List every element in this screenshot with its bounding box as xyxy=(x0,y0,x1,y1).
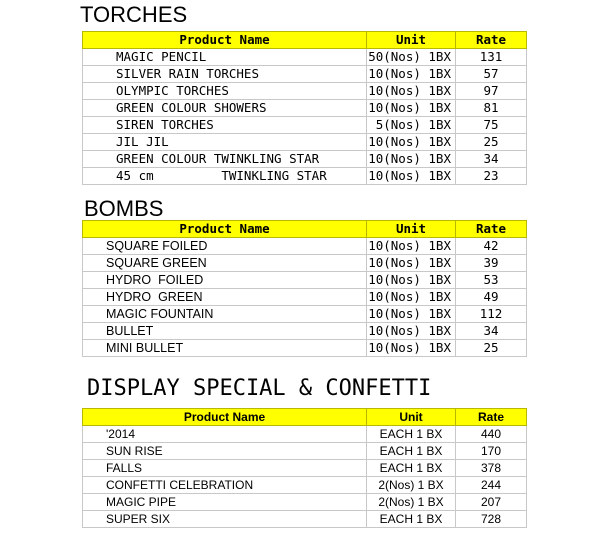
section-title-torches: TORCHES xyxy=(80,2,188,27)
header-unit: Unit xyxy=(367,409,456,426)
table-row xyxy=(83,100,527,117)
header-product-name: Product Name xyxy=(83,32,367,49)
table-row xyxy=(83,511,527,528)
rate-cell: 57 xyxy=(456,66,527,83)
product-name-cell: HYDRO FOILED xyxy=(83,272,367,289)
table-row xyxy=(83,460,527,477)
table-row xyxy=(83,289,527,306)
table-row xyxy=(83,494,527,511)
rate-cell: 440 xyxy=(456,426,527,443)
rate-cell: 25 xyxy=(456,134,527,151)
unit-cell: 10(Nos) 1BX xyxy=(367,323,456,340)
product-name-cell: GREEN COLOUR SHOWERS xyxy=(83,100,367,117)
rate-cell: 97 xyxy=(456,83,527,100)
product-name-cell: 45 cm TWINKLING STAR xyxy=(83,168,367,185)
table-row xyxy=(83,477,527,494)
rate-cell: 170 xyxy=(456,443,527,460)
product-name-cell: CONFETTI CELEBRATION xyxy=(83,477,367,494)
product-name-cell: MAGIC FOUNTAIN xyxy=(83,306,367,323)
torches-table xyxy=(82,31,527,185)
rate-cell: 207 xyxy=(456,494,527,511)
product-name-cell: HYDRO GREEN xyxy=(83,289,367,306)
product-name-cell: GREEN COLOUR TWINKLING STAR xyxy=(83,151,367,168)
rate-cell: 112 xyxy=(456,306,527,323)
rate-cell: 49 xyxy=(456,289,527,306)
table-row xyxy=(83,168,527,185)
table-row xyxy=(83,255,527,272)
rate-cell: 39 xyxy=(456,255,527,272)
unit-cell: 2(Nos) 1 BX xyxy=(367,494,456,511)
unit-cell: EACH 1 BX xyxy=(367,443,456,460)
rate-cell: 25 xyxy=(456,340,527,357)
unit-cell: 10(Nos) 1BX xyxy=(367,151,456,168)
unit-cell: 5(Nos) 1BX xyxy=(367,117,456,134)
rate-cell: 378 xyxy=(456,460,527,477)
header-product-name: Product Name xyxy=(83,409,367,426)
unit-cell: EACH 1 BX xyxy=(367,426,456,443)
rate-cell: 34 xyxy=(456,151,527,168)
product-name-cell: BULLET xyxy=(83,323,367,340)
rate-cell: 75 xyxy=(456,117,527,134)
unit-cell: 50(Nos) 1BX xyxy=(367,49,456,66)
table-row xyxy=(83,443,527,460)
header-rate: Rate xyxy=(456,221,527,238)
unit-cell: 10(Nos) 1BX xyxy=(367,100,456,117)
unit-cell: EACH 1 BX xyxy=(367,511,456,528)
product-name-cell: '2014 xyxy=(83,426,367,443)
product-name-cell: SILVER RAIN TORCHES xyxy=(83,66,367,83)
product-name-cell: FALLS xyxy=(83,460,367,477)
header-rate: Rate xyxy=(456,32,527,49)
product-name-cell: SUN RISE xyxy=(83,443,367,460)
product-name-cell: SQUARE FOILED xyxy=(83,238,367,255)
bombs-table xyxy=(82,220,527,357)
product-name-cell: MINI BULLET xyxy=(83,340,367,357)
unit-cell: EACH 1 BX xyxy=(367,460,456,477)
rate-cell: 81 xyxy=(456,100,527,117)
unit-cell: 10(Nos) 1BX xyxy=(367,272,456,289)
table-row xyxy=(83,340,527,357)
unit-cell: 10(Nos) 1BX xyxy=(367,289,456,306)
unit-cell: 10(Nos) 1BX xyxy=(367,340,456,357)
table-row xyxy=(83,306,527,323)
product-name-cell: JIL JIL xyxy=(83,134,367,151)
table-row xyxy=(83,66,527,83)
unit-cell: 10(Nos) 1BX xyxy=(367,83,456,100)
rate-cell: 728 xyxy=(456,511,527,528)
header-unit: Unit xyxy=(367,32,456,49)
table-row xyxy=(83,49,527,66)
table-row xyxy=(83,323,527,340)
product-name-cell: MAGIC PIPE xyxy=(83,494,367,511)
table-row xyxy=(83,134,527,151)
header-rate: Rate xyxy=(456,409,527,426)
section-title-display-special: DISPLAY SPECIAL & CONFETTI xyxy=(87,376,432,401)
table-row xyxy=(83,238,527,255)
product-name-cell: SIREN TORCHES xyxy=(83,117,367,134)
rate-cell: 53 xyxy=(456,272,527,289)
table-row xyxy=(83,83,527,100)
product-name-cell: SUPER SIX xyxy=(83,511,367,528)
table-row xyxy=(83,151,527,168)
table-header-row xyxy=(83,221,527,238)
unit-cell: 10(Nos) 1BX xyxy=(367,238,456,255)
rate-cell: 34 xyxy=(456,323,527,340)
unit-cell: 10(Nos) 1BX xyxy=(367,168,456,185)
unit-cell: 10(Nos) 1BX xyxy=(367,134,456,151)
table-row xyxy=(83,272,527,289)
display-special-table xyxy=(82,408,527,528)
unit-cell: 10(Nos) 1BX xyxy=(367,255,456,272)
product-name-cell: SQUARE GREEN xyxy=(83,255,367,272)
header-product-name: Product Name xyxy=(83,221,367,238)
header-unit: Unit xyxy=(367,221,456,238)
unit-cell: 10(Nos) 1BX xyxy=(367,306,456,323)
product-name-cell: OLYMPIC TORCHES xyxy=(83,83,367,100)
unit-cell: 10(Nos) 1BX xyxy=(367,66,456,83)
rate-cell: 42 xyxy=(456,238,527,255)
unit-cell: 2(Nos) 1 BX xyxy=(367,477,456,494)
rate-cell: 131 xyxy=(456,49,527,66)
rate-cell: 23 xyxy=(456,168,527,185)
table-row xyxy=(83,117,527,134)
rate-cell: 244 xyxy=(456,477,527,494)
table-header-row xyxy=(83,409,527,426)
table-row xyxy=(83,426,527,443)
product-name-cell: MAGIC PENCIL xyxy=(83,49,367,66)
table-header-row xyxy=(83,32,527,49)
section-title-bombs: BOMBS xyxy=(84,196,164,221)
